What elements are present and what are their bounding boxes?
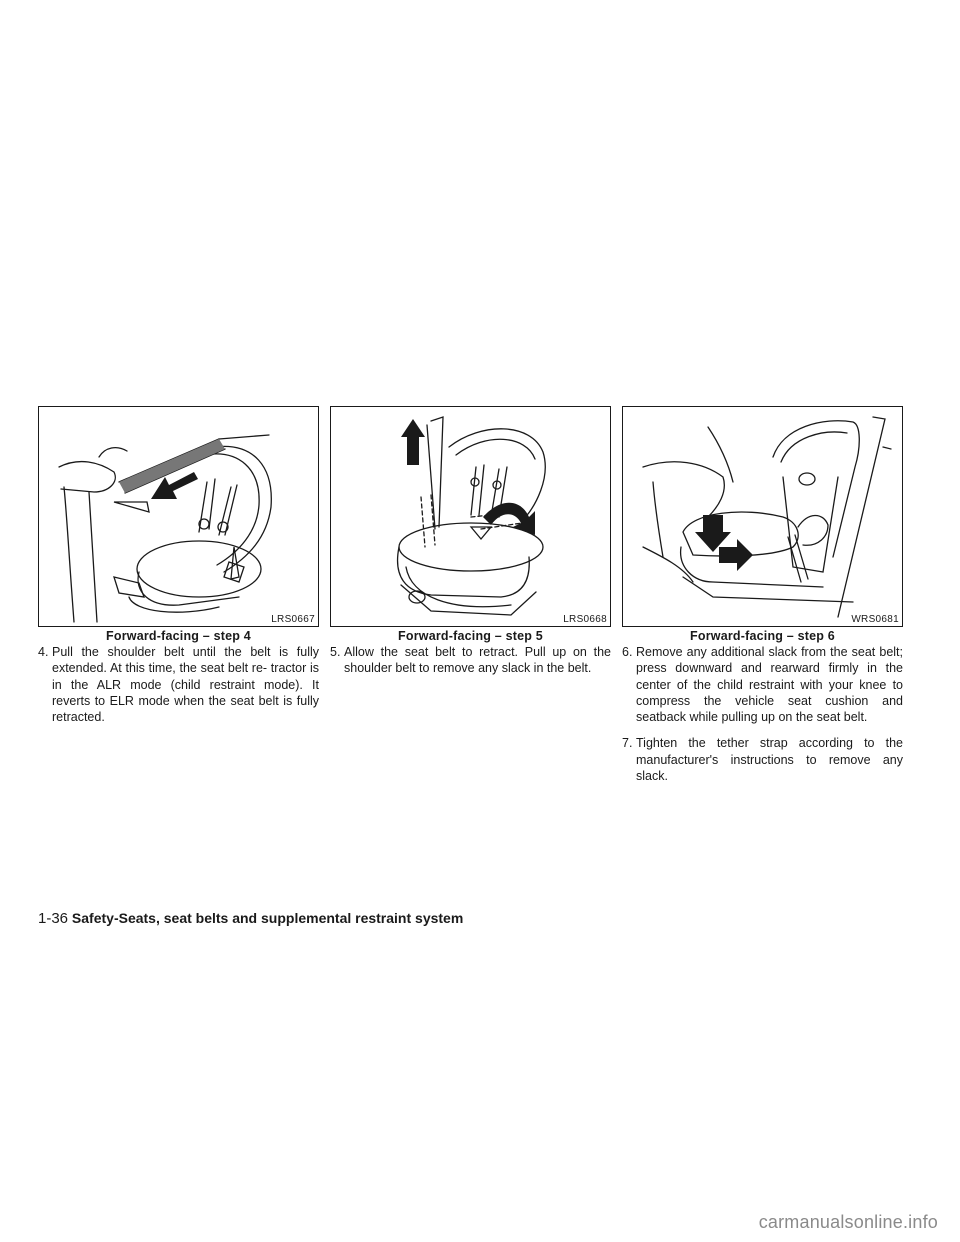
watermark: carmanualsonline.info [758, 1212, 938, 1232]
section-title: Safety-Seats, seat belts and supplemental restraint system [71, 910, 464, 926]
figure-code: LRS0668 [563, 614, 607, 625]
figure-code: LRS0667 [271, 614, 315, 625]
page-footer [38, 909, 463, 928]
page-number: 1-36 [38, 910, 69, 927]
step-5 [330, 644, 611, 677]
column-3 [622, 406, 903, 794]
figure-caption: Forward-facing – step 4 [106, 629, 251, 643]
step-number: 5. [330, 645, 341, 659]
figure-caption: Forward-facing – step 5 [398, 629, 543, 643]
illustration-step-4 [39, 407, 318, 626]
figure-caption: Forward-facing – step 6 [690, 629, 835, 643]
column-1 [38, 406, 319, 735]
step-6 [622, 644, 903, 725]
step-number: 6. [622, 645, 633, 659]
step-text: Tighten the tether strap according to the manufacturer's instructions to remove any slack. [636, 736, 903, 784]
figure-step-5 [330, 406, 611, 627]
step-number: 7. [622, 736, 633, 751]
illustration-step-6 [623, 407, 902, 626]
illustration-step-5 [331, 407, 610, 626]
figure-step-4 [38, 406, 319, 627]
step-number: 4. [38, 645, 49, 659]
column-2 [330, 406, 611, 687]
step-text: Allow the seat belt to retract. Pull up on the shoulder belt to remove any slack in the belt. [344, 645, 611, 676]
step-7 [622, 735, 903, 784]
step-text: Remove any additional slack from the seat belt; press downward and rearward firmly in the center of the child restraint with your knee to compress the vehicle seat cushion and seatback while pulling up on the seat belt. [636, 645, 903, 725]
figure-step-6 [622, 406, 903, 627]
step-text: Pull the shoulder belt until the belt is fully extended. At this time, the seat belt re- tractor is in the ALR mode (child restraint mode). It reverts to ELR mode when the seat belt is fully retracted. [52, 645, 319, 725]
step-4 [38, 644, 319, 725]
figure-code: WRS0681 [851, 614, 899, 625]
